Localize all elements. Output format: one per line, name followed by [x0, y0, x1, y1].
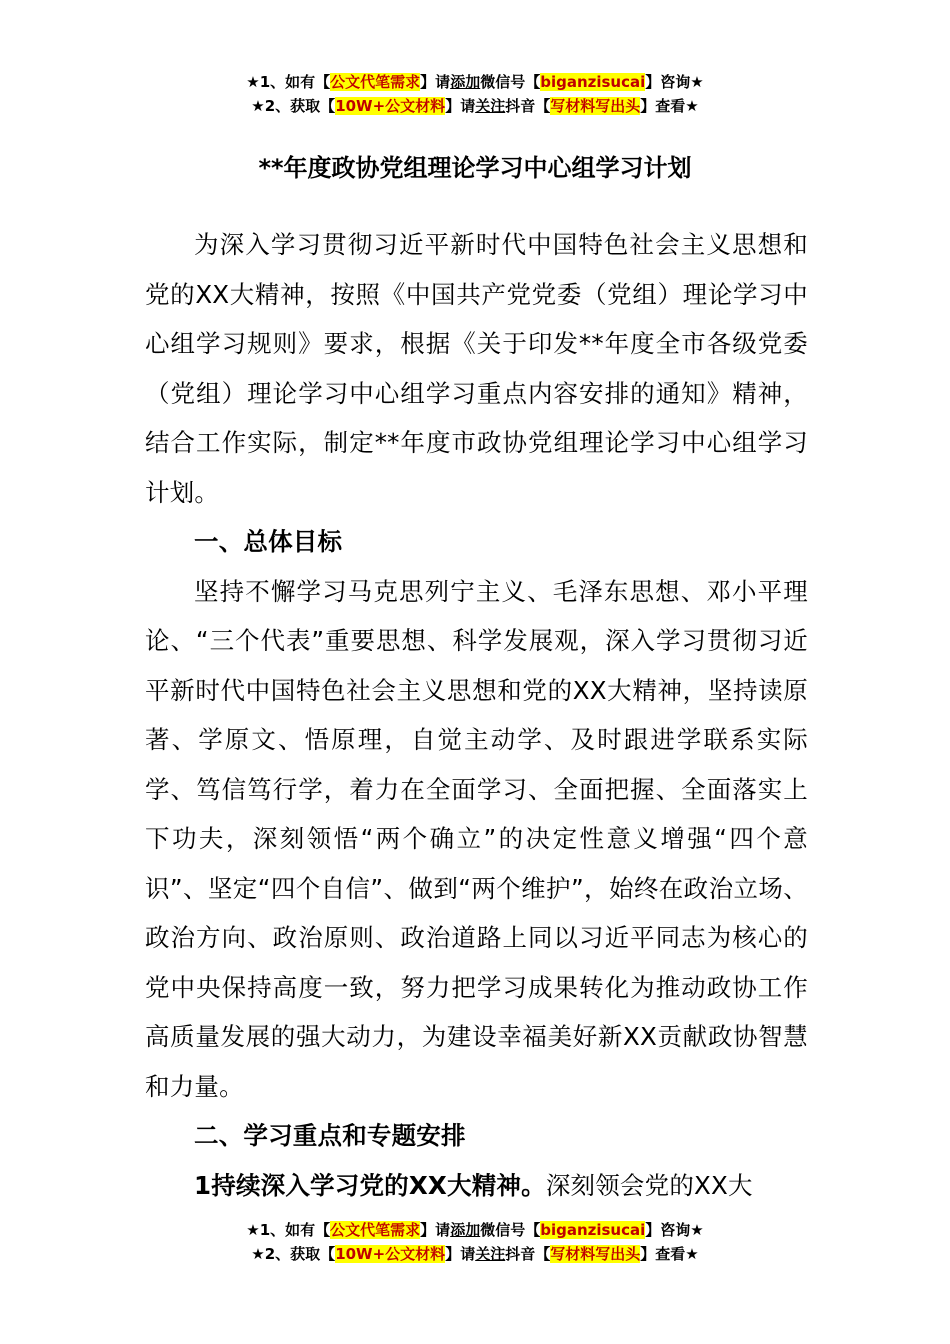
highlight-service: 公文代笔需求	[330, 1221, 421, 1239]
document-body	[145, 220, 808, 1210]
banner-text: ★2、获取【	[251, 1245, 336, 1263]
item-1-text: 深刻领会党的XX大	[545, 1170, 753, 1200]
banner-text: 】咨询★	[645, 73, 704, 91]
highlight-douyin-id: 写材料写出头	[550, 97, 641, 115]
underlined-text: 关注	[475, 1245, 506, 1263]
underlined-text: 关注	[475, 97, 506, 115]
highlight-materials: 10W+公文材料	[335, 97, 446, 115]
banner-line-2	[0, 94, 950, 118]
top-banner	[0, 70, 950, 118]
banner-line-1	[0, 70, 950, 94]
highlight-wechat-id: biganzisucai	[540, 1221, 646, 1239]
banner-text: 抖音【	[505, 1245, 551, 1263]
banner-text: 】查看★	[640, 97, 699, 115]
banner-text: 微信号【	[480, 1221, 541, 1239]
banner-text: 】请	[420, 73, 451, 91]
banner-text: ★1、如有【	[246, 73, 331, 91]
section-1-paragraph: 坚持不懈学习马克思列宁主义、毛泽东思想、邓小平理论、“三个代表”重要思想、科学发展观，深入学习贯彻习近平新时代中国特色社会主义思想和党的XX大精神，坚持读原著、学原文、悟原理，自觉主动学、及时跟进学联系实际学、笃信笃行学，着力在全面学习、全面把握、全面落实上下功夫，深刻领悟“两个确立”的决定性意义增强“四个意识”、坚定“四个自信”、做到“两个维护”，始终在政治立场、政治方向、政治原则、政治道路上同以习近平同志为核心的党中央保持高度一致，努力把学习成果转化为推动政协工作高质量发展的强大动力，为建设幸福美好新XX贡献政协智慧和力量。	[145, 576, 808, 1101]
banner-text: 】请	[445, 97, 476, 115]
banner-text: ★2、获取【	[251, 97, 336, 115]
highlight-wechat-id: biganzisucai	[540, 73, 646, 91]
highlight-materials: 10W+公文材料	[335, 1245, 446, 1263]
banner-text: 】查看★	[640, 1245, 699, 1263]
item-1-title: 1持续深入学习党的XX大精神。	[194, 1170, 546, 1200]
underlined-text: 添加	[450, 73, 481, 91]
section-heading-1: 一、总体目标	[194, 527, 343, 556]
banner-text: 】请	[445, 1245, 476, 1263]
highlight-service: 公文代笔需求	[330, 73, 421, 91]
bottom-banner	[0, 1218, 950, 1266]
banner-text: 微信号【	[480, 73, 541, 91]
item-1-paragraph	[145, 1161, 808, 1211]
banner-text: 】咨询★	[645, 1221, 704, 1239]
banner-line-2	[0, 1242, 950, 1266]
banner-text: 抖音【	[505, 97, 551, 115]
banner-text: ★1、如有【	[246, 1221, 331, 1239]
document-title: **年度政协党组理论学习中心组学习计划	[258, 154, 692, 182]
underlined-text: 添加	[450, 1221, 481, 1239]
banner-text: 】请	[420, 1221, 451, 1239]
banner-line-1	[0, 1218, 950, 1242]
highlight-douyin-id: 写材料写出头	[550, 1245, 641, 1263]
intro-paragraph: 为深入学习贯彻习近平新时代中国特色社会主义思想和党的XX大精神，按照《中国共产党党委（党组）理论学习中心组学习规则》要求，根据《关于印发**年度全市各级党委（党组）理论学习中心组学习重点内容安排的通知》精神，结合工作实际，制定**年度市政协党组理论学习中心组学习计划。	[145, 230, 808, 507]
section-heading-2: 二、学习重点和专题安排	[194, 1121, 466, 1150]
